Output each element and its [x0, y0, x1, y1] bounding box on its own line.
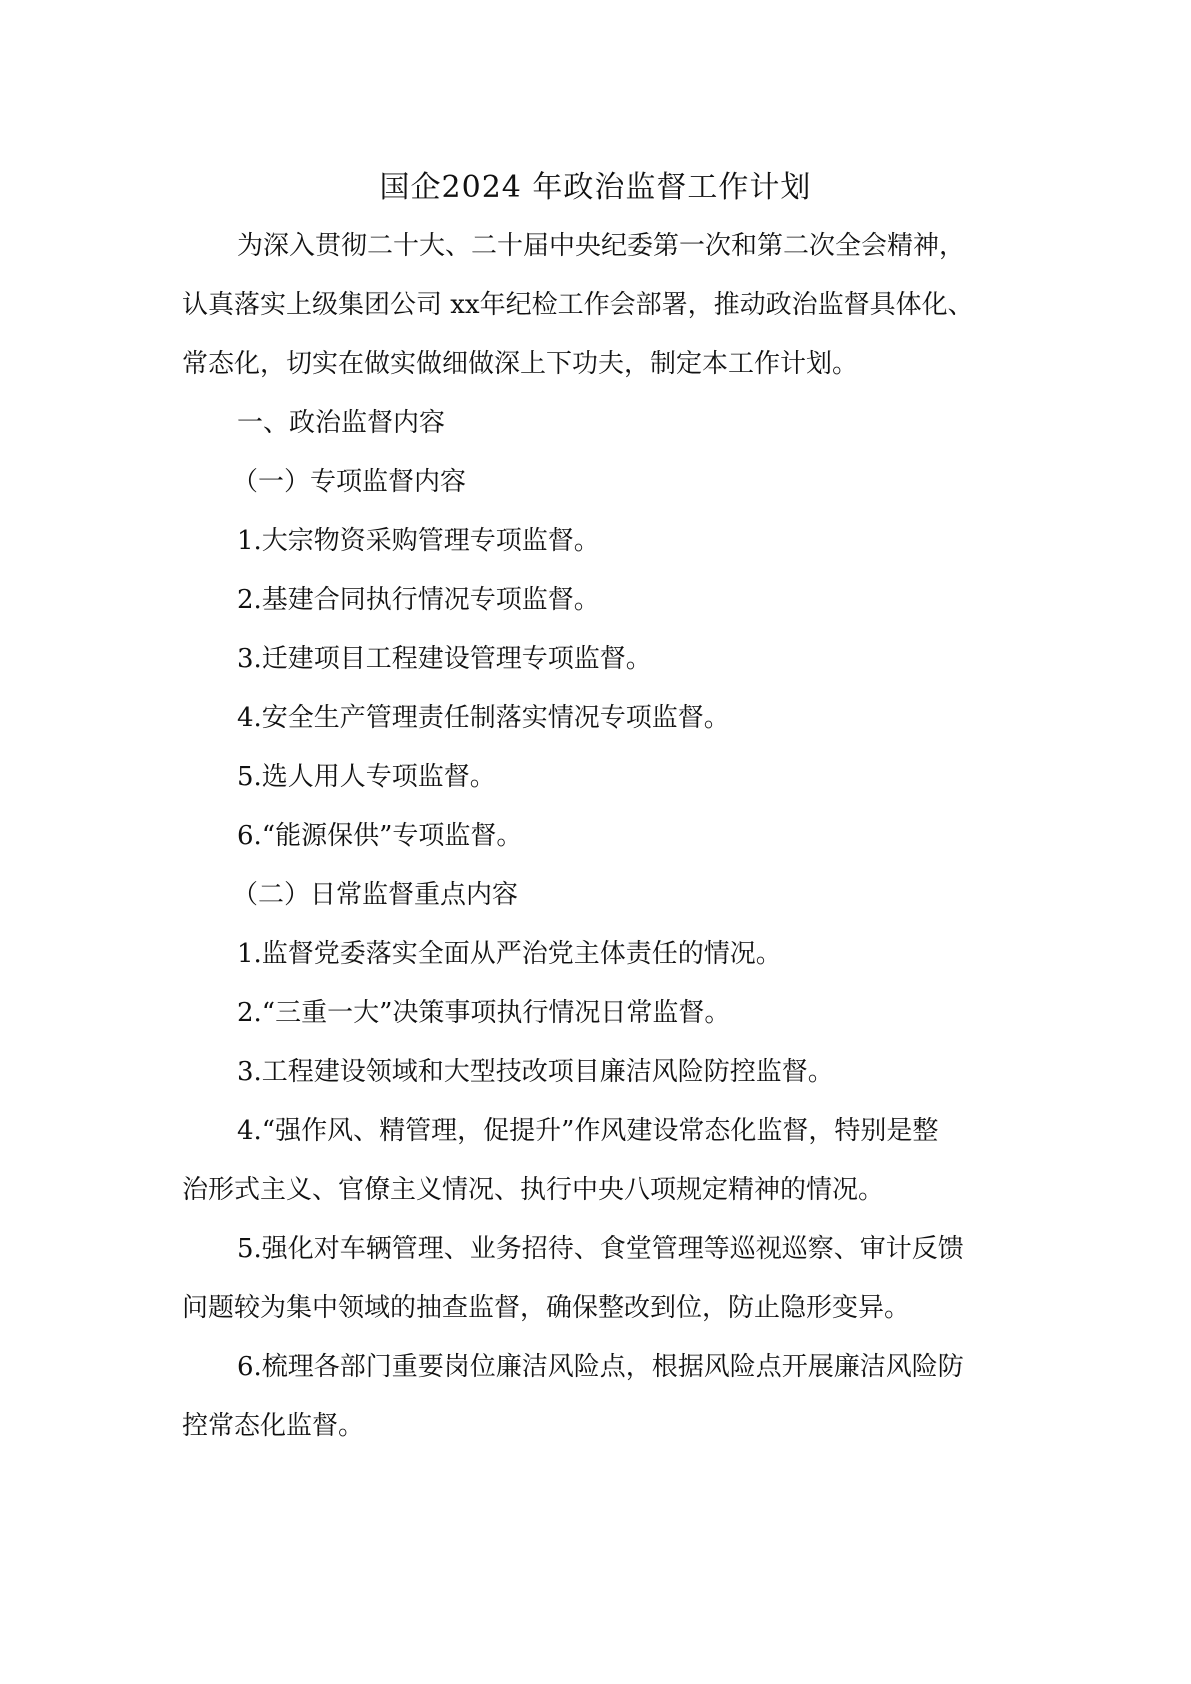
daily-item-1: 1.监督党委落实全面从严治党主体责任的情况。	[237, 939, 782, 969]
intro-line-1: 为深入贯彻二十大、二十届中央纪委第一次和第二次全会精神，	[237, 231, 966, 261]
daily-item-5-line-2: 问题较为集中领域的抽查监督，确保整改到位，防止隐形变异。	[182, 1293, 911, 1323]
intro-line-3: 常态化，切实在做实做细做深上下功夫，制定本工作计划。	[182, 349, 859, 379]
daily-item-6-line-2: 控常态化监督。	[182, 1411, 365, 1441]
subsection-heading-2: （二）日常监督重点内容	[232, 880, 519, 910]
special-item-1: 1.大宗物资采购管理专项监督。	[237, 526, 600, 556]
subsection-heading-1: （一）专项监督内容	[232, 467, 467, 497]
daily-item-4-line-1: 4.“强作风、精管理，促提升”作风建设常态化监督，特别是整	[237, 1116, 939, 1146]
daily-item-4-line-2: 治形式主义、官僚主义情况、执行中央八项规定精神的情况。	[182, 1175, 885, 1205]
daily-item-5-line-1: 5.强化对车辆管理、业务招待、食堂管理等巡视巡察、审计反馈	[237, 1234, 964, 1264]
special-item-3: 3.迁建项目工程建设管理专项监督。	[237, 644, 652, 674]
daily-item-2: 2.“三重一大”决策事项执行情况日常监督。	[237, 998, 731, 1028]
daily-item-6-line-1: 6.梳理各部门重要岗位廉洁风险点，根据风险点开展廉洁风险防	[237, 1352, 964, 1382]
special-item-5: 5.选人用人专项监督。	[237, 762, 496, 792]
special-item-4: 4.安全生产管理责任制落实情况专项监督。	[237, 703, 730, 733]
special-item-6: 6.“能源保供”专项监督。	[237, 821, 523, 851]
section-heading-1: 一、政治监督内容	[237, 408, 446, 438]
special-item-2: 2.基建合同执行情况专项监督。	[237, 585, 600, 615]
document-title: 国企2024 年政治监督工作计划	[379, 170, 812, 205]
daily-item-3: 3.工程建设领域和大型技改项目廉洁风险防控监督。	[237, 1057, 834, 1087]
intro-line-2: 认真落实上级集团公司 xx年纪检工作会部署，推动政治监督具体化、	[182, 290, 974, 320]
